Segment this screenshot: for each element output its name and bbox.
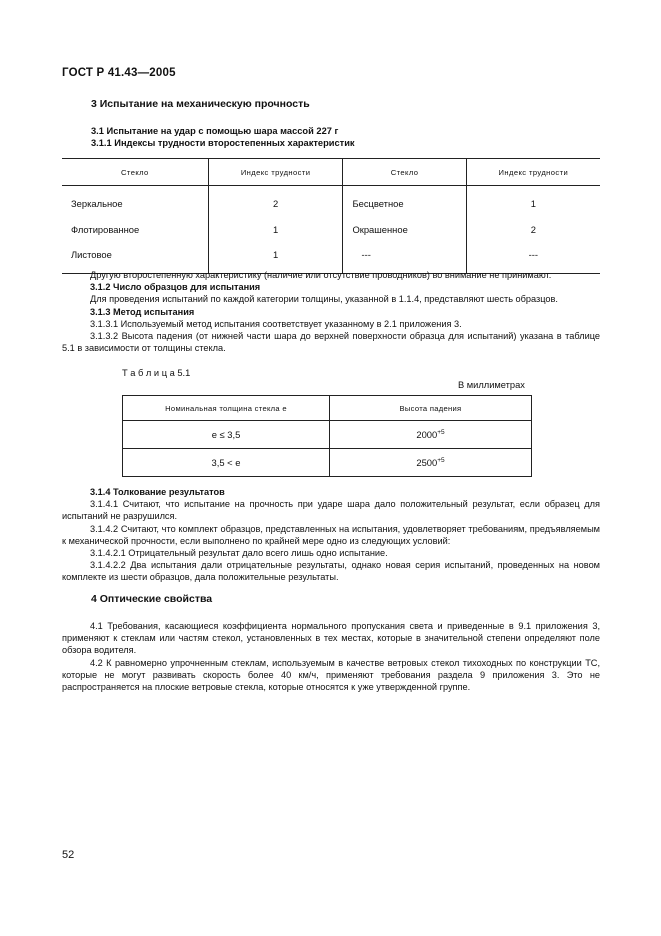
table-header-cell: Высота падения [330, 396, 532, 421]
table-header-cell: Индекс трудности [466, 159, 600, 186]
table-header-cell: Стекло [62, 159, 208, 186]
table-row [123, 449, 532, 477]
table-cell: Зеркальное [71, 198, 123, 210]
table-cell: 2 [208, 186, 343, 217]
table-header-row [62, 159, 600, 186]
tolerance-value: +5 [437, 428, 445, 436]
table-header-row [123, 396, 532, 421]
subsection-3-1-title: 3.1 Испытание на удар с помощью шара массой 227 г [91, 126, 339, 136]
paragraph-3-1-4-2-1: 3.1.4.2.1 Отрицательный результат дало всего лишь одно испытание. [90, 548, 388, 559]
height-value: 2500 [416, 457, 438, 469]
table-cell: Бесцветное [343, 186, 466, 217]
table-units: В миллиметрах [458, 380, 525, 390]
table-cell-height [330, 449, 532, 477]
height-value: 2000 [416, 429, 438, 441]
table-cell: --- [466, 242, 600, 273]
paragraph-3-1-4-2-2: 3.1.4.2.2 Два испытания дали отрицательные результаты, однако новая серия испытаний, проведенных на новом комплекте из шести образцов, дала положительные результаты. [62, 560, 600, 583]
drop-height-table [122, 395, 532, 477]
paragraph-3-1-4-2: 3.1.4.2 Считают, что комплект образцов, представленных на испытания, удовлетворяет требованиям, предъявляемым к механической прочности, если выполнено по крайней мере одно из следующих условий: [62, 523, 600, 546]
table-header-cell: Номинальная толщина стекла e [123, 396, 330, 421]
table-cell: 1 [208, 242, 343, 273]
table-cell: Флотированное [71, 223, 140, 235]
paragraph-3-1-4-1: 3.1.4.1 Считают, что испытание на прочность при ударе шара дало положительный результат, если образец для испытаний не разрушился. [62, 499, 600, 522]
table-cell: 1 [208, 217, 343, 243]
table-cell-thickness: e ≤ 3,5 [123, 421, 330, 449]
subsection-3-1-3-title: 3.1.3 Метод испытания [90, 306, 195, 317]
section-3-title: 3 Испытание на механическую прочность [91, 98, 310, 110]
subsection-3-1-2-title: 3.1.2 Число образцов для испытания [90, 282, 261, 293]
table-row [123, 421, 532, 449]
table-cell: Окрашенное [343, 217, 466, 243]
section-4-title: 4 Оптические свойства [91, 593, 213, 605]
tolerance-value: +5 [437, 456, 445, 464]
table-header-cell: Индекс трудности [208, 159, 343, 186]
paragraph-3-1-3-1: 3.1.3.1 Используемый метод испытания соответствует указанному в 2.1 приложения 3. [90, 318, 462, 329]
paragraph-3-1-3-2: 3.1.3.2 Высота падения (от нижней части шара до верхней поверхности образца для испытаний) указана в таблице 5.1 в зависимости от толщины стекла. [62, 331, 600, 354]
paragraph-3-1-2: Для проведения испытаний по каждой категории толщины, указанной в 1.1.4, представляют шесть образцов. [90, 294, 558, 305]
table-caption: Т а б л и ц а 5.1 [122, 368, 191, 378]
table-cell: Листовое [62, 242, 208, 273]
table-row [62, 217, 600, 243]
document-code: ГОСТ Р 41.43—2005 [62, 67, 176, 79]
table-cell: 2 [466, 217, 600, 243]
table-cell-height [330, 421, 532, 449]
table-cell: --- [343, 242, 466, 273]
table-cell-thickness: 3,5 < e [123, 449, 330, 477]
table-cell: 1 [466, 186, 600, 217]
subsection-3-1-4-title: 3.1.4 Толкование результатов [90, 487, 225, 497]
paragraph-4-2: 4.2 К равномерно упрочненным стеклам, используемым в качестве ветровых стекол тихоходных по конструкции ТС, которые не могут развивать скорость более 40 км/ч, применяют требования раздела 9 приложения 3. Это не распространяется на плоские ветровые стекла, которые относятся к уже утвержденной группе. [62, 657, 600, 693]
paragraph-4-1: 4.1 Требования, касающиеся коэффициента нормального пропускания света и приведенные в 9.1 приложения 3, применяют к стеклам или частям стекол, установленных в тех местах, которые в значительной степени определяют поле обзора водителя. [62, 621, 600, 656]
paragraph-other-characteristic: Другую второстепенную характеристику (наличие или отсутствие проводников) во внимание не принимают. [90, 270, 552, 280]
table-row [62, 186, 600, 217]
page-number: 52 [62, 849, 75, 861]
difficulty-index-table [62, 158, 600, 274]
subsection-3-1-1-title: 3.1.1 Индексы трудности второстепенных характеристик [91, 138, 355, 148]
table-header-cell: Стекло [343, 159, 466, 186]
